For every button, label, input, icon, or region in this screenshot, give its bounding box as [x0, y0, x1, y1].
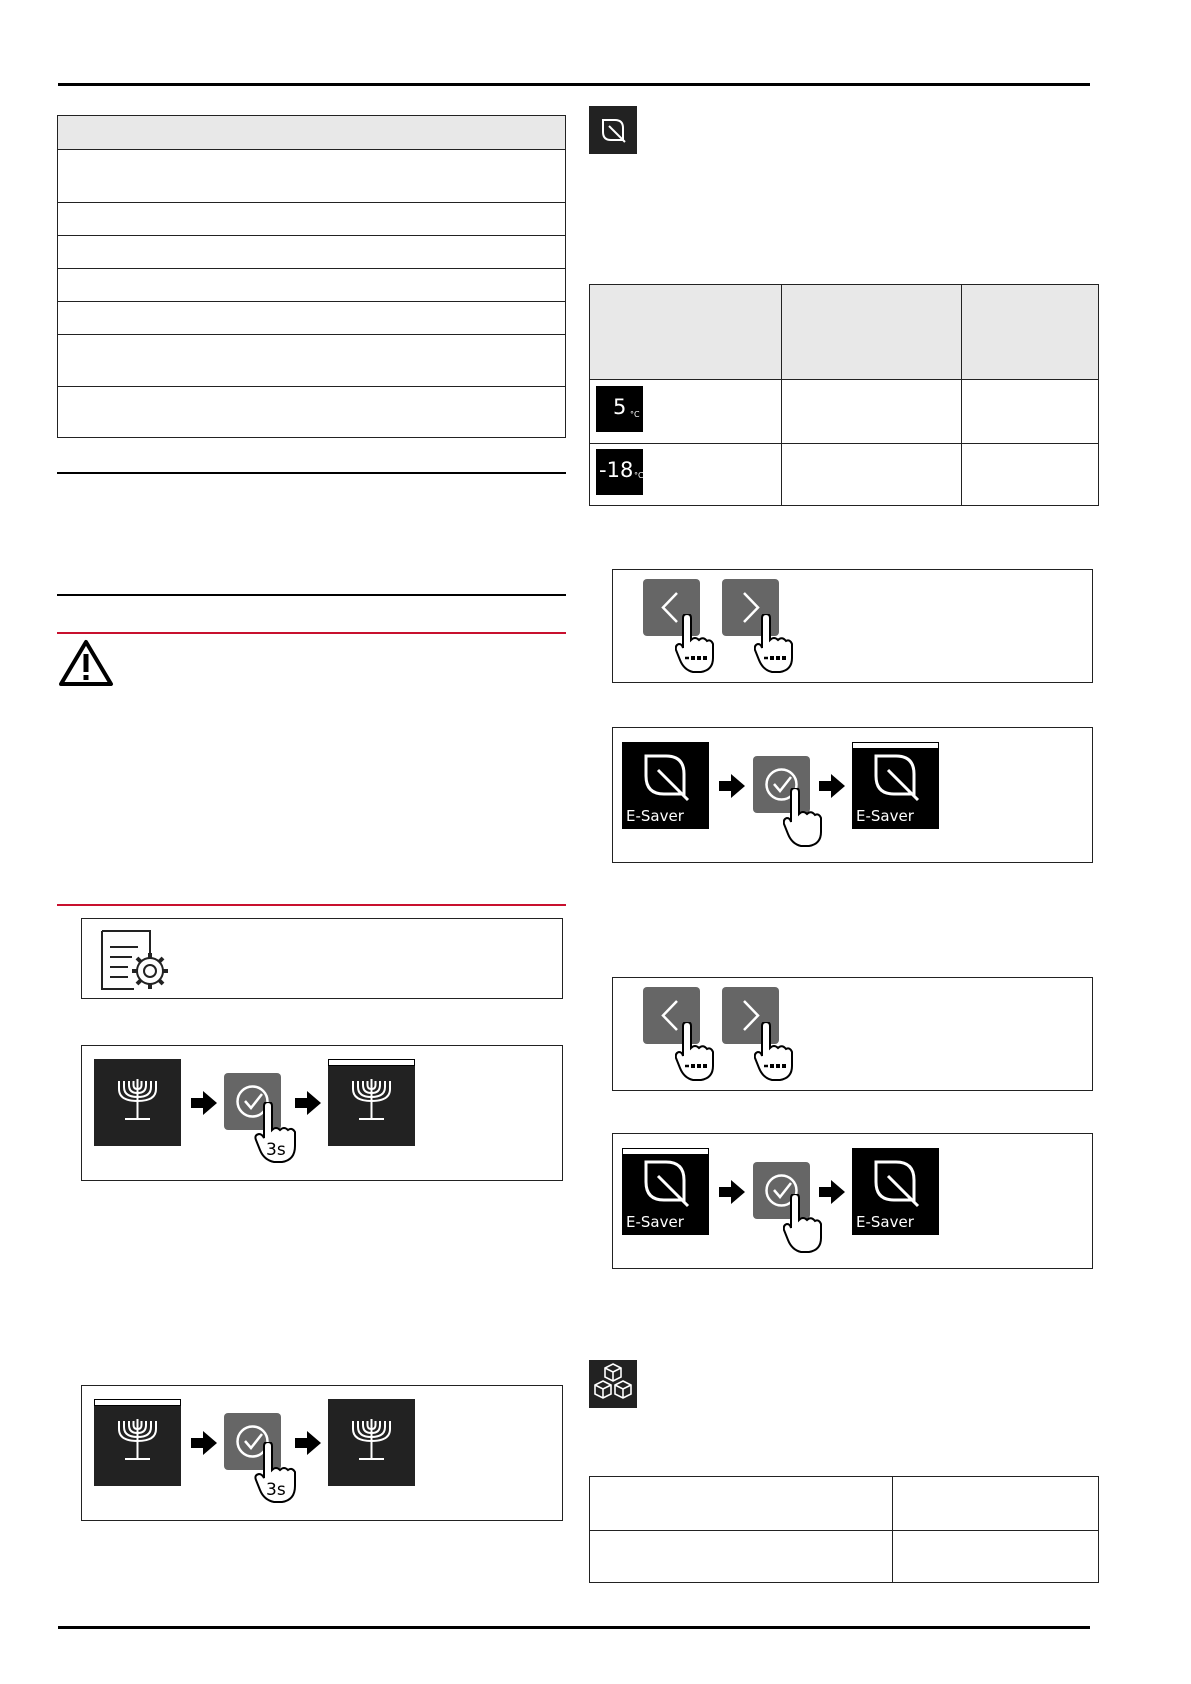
temp-display-freezer [596, 449, 643, 495]
warning-rule-top [57, 632, 566, 634]
hand-swipe-icon [754, 614, 794, 674]
esaver-tile-active [622, 1148, 709, 1235]
section-rule [57, 594, 566, 596]
arrow-right-icon [719, 774, 745, 798]
table-row [58, 268, 565, 269]
arrow-right-icon [295, 1431, 321, 1455]
temperature-table [589, 284, 1099, 506]
active-bar [328, 1059, 415, 1066]
hand-swipe-icon [675, 1022, 715, 1082]
menorah-icon [94, 1059, 181, 1146]
menorah-tile [94, 1059, 181, 1146]
table-row [58, 149, 565, 150]
table-row [58, 235, 565, 236]
table-row [58, 334, 565, 335]
hand-swipe-icon [675, 614, 715, 674]
sabbath-on-frame [81, 1045, 563, 1181]
table-row [58, 202, 565, 203]
press-duration-label: 3s [266, 1480, 286, 1500]
hand-press-icon [254, 1442, 300, 1504]
menorah-tile-active [328, 1059, 415, 1146]
menorah-icon [94, 1399, 181, 1486]
table-col-divider [961, 285, 962, 505]
esaver-label: E-Saver [856, 807, 914, 825]
press-duration-label: 3s [266, 1140, 286, 1160]
table-row [590, 379, 1098, 380]
esaver-label: E-Saver [856, 1213, 914, 1231]
esaver-tile-active [852, 742, 939, 829]
arrow-right-icon [819, 774, 845, 798]
leaf-icon [589, 106, 637, 154]
table-row [590, 443, 1098, 444]
table-col-divider [781, 285, 782, 505]
esaver-label: E-Saver [626, 1213, 684, 1231]
navigate-frame [612, 569, 1093, 683]
active-bar [622, 1148, 709, 1155]
hand-press-icon [254, 1102, 300, 1164]
ice-icon-tile [589, 1360, 637, 1408]
arrow-right-icon [819, 1180, 845, 1204]
section-rule [57, 472, 566, 474]
arrow-right-icon [719, 1180, 745, 1204]
active-bar [852, 742, 939, 749]
esaver-off-frame [612, 1133, 1093, 1269]
temp-unit: °C [634, 471, 644, 480]
menorah-icon [328, 1059, 415, 1146]
ice-table [589, 1476, 1099, 1583]
settings-document-gear-icon [98, 927, 172, 991]
temp-unit: °C [630, 410, 640, 419]
arrow-right-icon [295, 1091, 321, 1115]
bottom-rule [58, 1626, 1090, 1629]
menorah-tile [328, 1399, 415, 1486]
table-header [58, 116, 565, 149]
warning-triangle-icon [58, 638, 114, 688]
hand-press-icon [783, 1194, 823, 1254]
settings-table [57, 115, 566, 438]
esaver-label: E-Saver [626, 807, 684, 825]
esaver-icon-tile [589, 106, 637, 154]
esaver-tile [622, 742, 709, 829]
table-row [590, 1530, 1098, 1531]
esaver-on-frame [612, 727, 1093, 863]
top-rule [58, 83, 1090, 86]
table-row [58, 386, 565, 387]
temp-value: 5 [613, 395, 627, 419]
warning-rule-bottom [57, 904, 566, 906]
menorah-icon [328, 1399, 415, 1486]
arrow-right-icon [191, 1091, 217, 1115]
navigate-frame [612, 977, 1093, 1091]
settings-frame [81, 918, 563, 999]
esaver-tile [852, 1148, 939, 1235]
menorah-tile-active [94, 1399, 181, 1486]
arrow-right-icon [191, 1431, 217, 1455]
active-bar [94, 1399, 181, 1406]
ice-cubes-icon [589, 1360, 637, 1408]
sabbath-off-frame [81, 1385, 563, 1521]
table-header [590, 285, 1098, 379]
table-row [58, 301, 565, 302]
temp-display-fridge [596, 386, 643, 432]
temp-value: -18 [599, 458, 634, 482]
hand-swipe-icon [754, 1022, 794, 1082]
hand-press-icon [783, 788, 823, 848]
